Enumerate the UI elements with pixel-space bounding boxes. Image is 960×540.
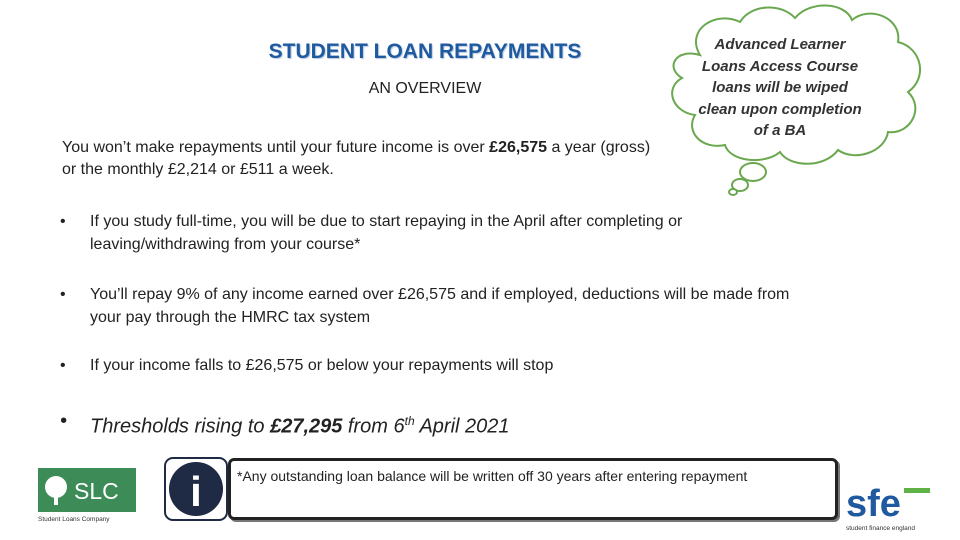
info-icon <box>163 456 229 522</box>
bullet-dot: • <box>60 213 66 230</box>
sfe-abbrev <box>846 483 901 525</box>
threshold-text-after: April 2021 <box>414 415 510 438</box>
slc-logo <box>36 466 146 524</box>
bullet-dot: • <box>60 357 66 374</box>
bullet-item-repay-rate <box>60 283 820 329</box>
sfe-name: student finance england <box>846 525 916 532</box>
threshold-amount: £27,295 <box>270 415 343 438</box>
footer-note: *Any outstanding loan balance will be written off 30 years after entering repayment <box>237 468 748 484</box>
bullet-text: If your income falls to £26,575 or below your repayments will stop <box>90 357 554 374</box>
intro-paragraph <box>62 137 652 181</box>
info-icon-glyph: i <box>190 468 202 515</box>
slc-abbrev: SLC <box>74 478 119 504</box>
intro-text-before: You won’t make repayments until your future income is over <box>62 139 490 156</box>
page-title: STUDENT LOAN REPAYMENTS <box>268 40 582 63</box>
sfe-abbrev-text: sfe <box>846 483 901 525</box>
cloud-text: Advanced Learner Loans Access Course loans will be wiped clean upon completion of a BA <box>698 36 862 139</box>
intro-text-after: a year (gross) or the monthly £2,214 or £511 a week. <box>62 139 651 178</box>
slc-name: Student Loans Company <box>38 516 110 523</box>
bullet-dot: • <box>60 410 68 432</box>
sfe-logo <box>842 478 942 536</box>
thought-bubble-small <box>729 189 737 195</box>
bullet-text: If you study full-time, you will be due to start repaying in the April after completing or leaving/withdrawing from your course* <box>90 213 683 253</box>
threshold-text-middle: from 6 <box>342 415 405 438</box>
slc-tree-trunk <box>54 494 58 505</box>
bullet-dot: • <box>60 286 66 303</box>
threshold-text-before: Thresholds rising to <box>90 415 271 438</box>
thought-bubble-large <box>740 163 766 181</box>
bullet-item-thresholds-rising <box>60 407 820 441</box>
threshold-text <box>90 407 510 441</box>
bullet-item-start-repaying <box>60 210 820 256</box>
threshold-ordinal-suffix: th <box>404 414 415 428</box>
intro-threshold-amount: £26,575 <box>489 139 548 156</box>
bullet-item-repayments-stop <box>60 354 820 377</box>
bullet-text: You’ll repay 9% of any income earned over £26,575 and if employed, deductions will be made from your pay through the HMRC tax system <box>90 286 790 326</box>
page-subtitle: AN OVERVIEW <box>368 80 482 97</box>
sfe-accent-bar <box>904 488 930 493</box>
